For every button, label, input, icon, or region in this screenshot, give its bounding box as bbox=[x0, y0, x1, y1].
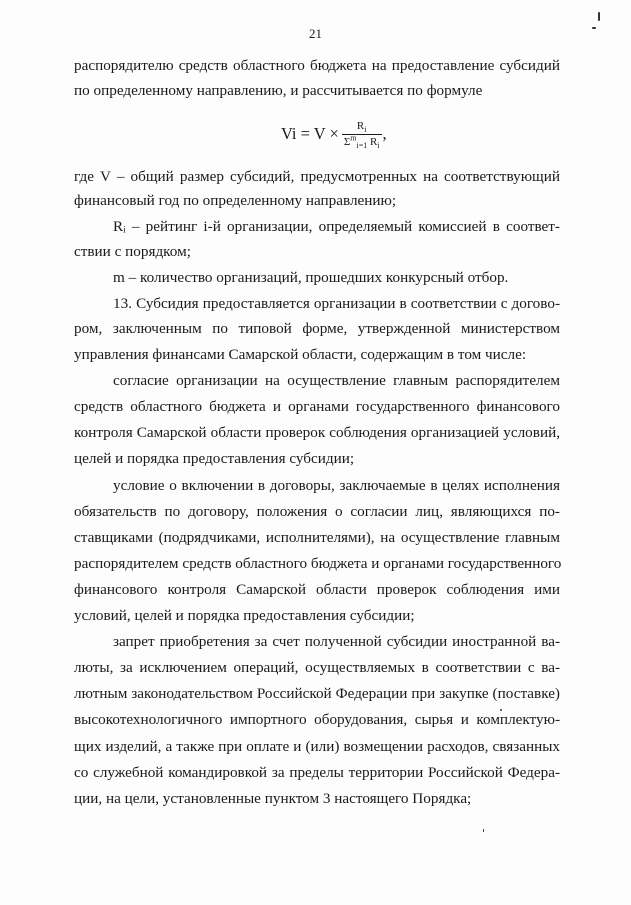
text-line: щих изделий, а также при оплате и (или) возмещении расходов, связанных bbox=[74, 738, 560, 755]
formula-fraction bbox=[342, 120, 382, 149]
scan-speck bbox=[500, 709, 502, 711]
formula-denominator: $\Sigma^m_{i=1}$ $R_i$ bbox=[343, 132, 380, 150]
text-line: условие о включении в договоры, заключаемые в целях исполнения bbox=[113, 477, 560, 494]
text-line: 13. Субсидия предоставляется организации в соответствии с догово- bbox=[113, 295, 560, 312]
scan-speck bbox=[598, 12, 600, 21]
formula bbox=[281, 112, 387, 156]
text-line: ставщиками (подрядчиками, исполнителями), на осуществление главным bbox=[74, 529, 560, 546]
text-line: ции, на цели, установленные пунктом 3 настоящего Порядка; bbox=[74, 790, 472, 807]
formula-tail: , bbox=[382, 124, 387, 143]
text-line: где V – общий размер субсидий, предусмотренных на соответствующий bbox=[74, 168, 560, 185]
text-line: целей и порядка предоставления субсидии; bbox=[74, 450, 355, 467]
text-line: согласие организации на осуществление главным распорядителем bbox=[113, 372, 560, 389]
scan-speck bbox=[483, 829, 484, 832]
text-line: m – количество организаций, прошедших конкурсный отбор. bbox=[113, 269, 509, 286]
text-line: условий, целей и порядка предоставления субсидии; bbox=[74, 607, 415, 624]
text-line: запрет приобретения за счет полученной субсидии иностранной ва- bbox=[113, 633, 560, 650]
text-line: люты, за исключением операций, осуществляемых в соответствии с ва- bbox=[74, 659, 560, 676]
text-line: со служебной командировкой за пределы территории Российской Федера- bbox=[74, 764, 560, 781]
text-line: обязательств по договору, положения о согласии лиц, являющихся по- bbox=[74, 503, 560, 520]
text-line: распорядителем средств областного бюджета и органами государственного bbox=[74, 555, 562, 572]
text-line: распорядителю средств областного бюджета на предоставление субсидий bbox=[74, 57, 560, 74]
text-line: средств областного бюджета и органами государственного финансового bbox=[74, 398, 560, 415]
text-line: управления финансами Самарской области, содержащим в том числе: bbox=[74, 346, 527, 363]
formula-numerator: $R_i$ bbox=[356, 119, 367, 134]
text-line: контроля Самарской области проверок соблюдения организацией условий, bbox=[74, 424, 560, 441]
text-line: ствии с порядком; bbox=[74, 243, 191, 260]
page-number: 21 bbox=[309, 26, 322, 41]
scan-speck bbox=[592, 27, 596, 29]
text-line: финансового контроля Самарской области проверок соблюдения ими bbox=[74, 581, 560, 598]
formula-lhs: Vi = V × bbox=[281, 124, 339, 143]
text-line: высокотехнологичного импортного оборудования, сырья и комплектую- bbox=[74, 711, 560, 728]
text-line: лютным законодательством Российской Федерации при закупке (поставке) bbox=[74, 685, 560, 702]
fraction-bar bbox=[342, 134, 382, 135]
text-line: финансовый год по определенному направлению; bbox=[74, 192, 397, 209]
text-line: по определенному направлению, и рассчитывается по формуле bbox=[74, 82, 483, 99]
text-line: Rᵢ – рейтинг i-й организации, определяемый комиссией в соответ- bbox=[113, 218, 560, 235]
text-line: ром, заключенным по типовой форме, утвержденной министерством bbox=[74, 320, 560, 337]
